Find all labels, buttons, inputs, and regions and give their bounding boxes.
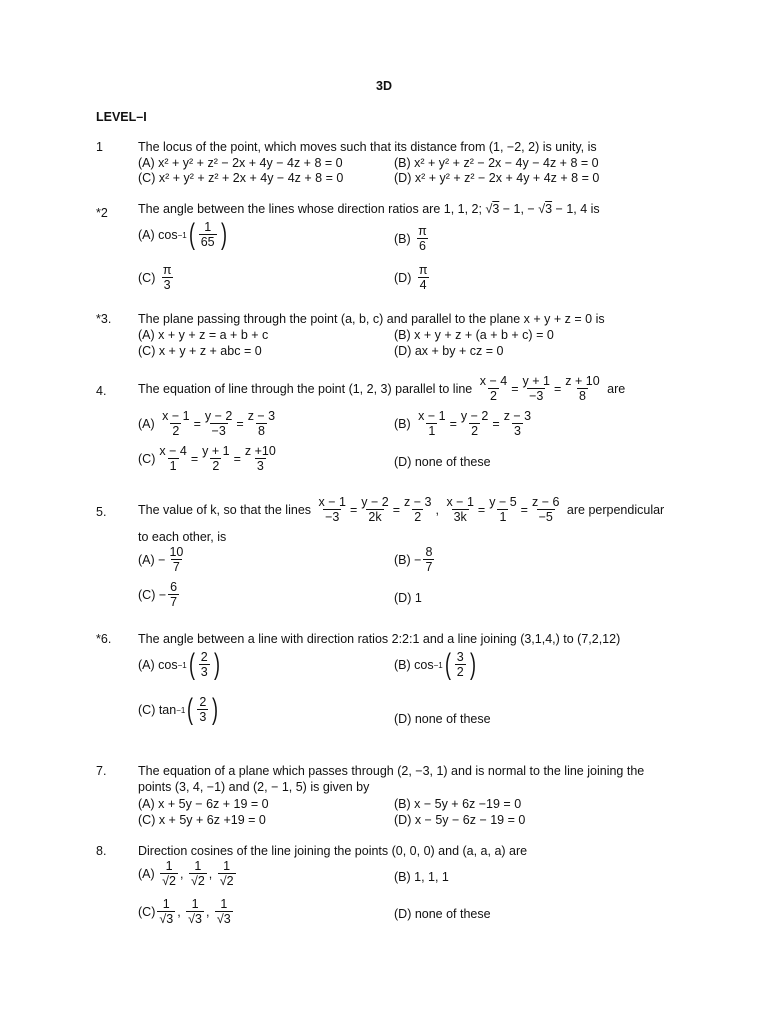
option-a: (A) x + y + z = a + b + c bbox=[138, 328, 269, 342]
question-stem: The angle between a line with direction ratios 2:2:1 and a line joining (3,1,4,) to (7,2,12) bbox=[138, 632, 621, 646]
fraction: $\frac{y - 2}{2}$ bbox=[460, 409, 489, 439]
option-b: (B) 1, 1, 1 bbox=[394, 870, 449, 884]
question-number: 5. bbox=[96, 505, 107, 519]
fraction: $\frac{1}{√2}$ bbox=[162, 859, 176, 889]
fraction: $\frac{\pi}{3}$ bbox=[162, 263, 172, 293]
fraction: $\frac{x - 4}{2}$ bbox=[479, 374, 508, 404]
option-c: (C) x + y + z + abc = 0 bbox=[138, 344, 262, 358]
fraction: $\frac{y + 1}{-3}$ bbox=[522, 374, 550, 404]
fraction: $\frac{1}{√3}$ bbox=[159, 897, 174, 927]
option-a: (A) cos −1 ( $\frac{1}{65}$ ) bbox=[138, 218, 227, 251]
question-stem: Direction cosines of the line joining the points (0, 0, 0) and (a, a, a) are bbox=[138, 844, 528, 858]
option-d: (D) $\frac{\pi}{4}$ bbox=[394, 263, 428, 293]
sqrt-symbol: √ bbox=[485, 202, 493, 216]
fraction: $\frac{x - 1}{3k}$ bbox=[446, 495, 474, 525]
option-d: (D) none of these bbox=[394, 455, 491, 469]
fraction: $\frac{8}{7}$ bbox=[425, 545, 433, 575]
question-stem: The locus of the point, which moves such that its distance from (1, −2, 2) is unity, is bbox=[138, 140, 597, 154]
option-c: (C) x + 5y + 6z +19 = 0 bbox=[138, 813, 266, 827]
option-d: (D) ax + by + cz = 0 bbox=[394, 344, 504, 358]
fraction: $\frac{3}{2}$ bbox=[456, 649, 464, 679]
fraction: $\frac{1}{√2}$ bbox=[190, 859, 205, 889]
option-c: (C) tan −1 ( $\frac{2}{3}$ ) bbox=[138, 693, 219, 726]
option-c: (C) $\frac{1}{√3}$ , $\frac{1}{√3}$ , $\frac{1}{√3}$ bbox=[138, 897, 231, 927]
question-number: 8. bbox=[96, 844, 107, 858]
fraction: $\frac{x - 1}{2}$ bbox=[162, 409, 190, 439]
option-c: (C) − $\frac{6}{7}$ bbox=[138, 580, 178, 610]
option-a: (A) x² + y² + z² − 2x + 4y − 4z + 8 = 0 bbox=[138, 156, 343, 170]
question-stem-continued: points (3, 4, −1) and (2, − 1, 5) is given by bbox=[138, 780, 370, 794]
fraction: $\frac{y - 2}{2k}$ bbox=[361, 495, 389, 525]
fraction: $\frac{10}{7}$ bbox=[169, 545, 184, 575]
fraction: $\frac{x - 4}{1}$ bbox=[159, 444, 187, 474]
question-stem: The angle between the lines whose direction ratios are 1, 1, 2; √ 3 − 1, − √ 3 − 1, 4 is bbox=[138, 202, 600, 216]
option-b: (B) $\frac{x - 1}{1}$ = $\frac{y - 2}{2}$ = $\frac{z - 3}{3}$ bbox=[394, 409, 532, 439]
fraction: $\frac{\pi}{6}$ bbox=[418, 224, 427, 254]
fraction: $\frac{y - 5}{1}$ bbox=[489, 495, 517, 525]
option-b: (B) x + y + z + (a + b + c) = 0 bbox=[394, 328, 554, 342]
question-stem: The value of k, so that the lines $\frac{x - 1}{-3}$ = $\frac{y - 2}{2k}$ = $\frac{z - 3}{2}$ , $\frac{x - 1}{3k}$ = $\frac{y - 5}{1}$ = $\frac{z - 6}{-5}$ are perpendicular bbox=[138, 495, 665, 525]
question-number: 4. bbox=[96, 384, 107, 398]
page-title: 3D bbox=[376, 79, 392, 93]
option-b: (B) − $\frac{8}{7}$ bbox=[394, 545, 433, 575]
level-heading: LEVEL–I bbox=[96, 110, 147, 124]
fraction: $\frac{z +10}{3}$ bbox=[244, 444, 276, 474]
option-d: (D) none of these bbox=[394, 712, 491, 726]
fraction: $\frac{z - 3}{8}$ bbox=[247, 409, 276, 439]
fraction: $\frac{x - 1}{-3}$ bbox=[318, 495, 346, 525]
fraction: $\frac{z + 10}{8}$ bbox=[565, 374, 600, 404]
question-stem: The equation of line through the point (1, 2, 3) parallel to line $\frac{x - 4}{2}$ = $\frac{y + 1}{-3}$ = $\frac{z + 10}{8}$ are bbox=[138, 374, 626, 404]
option-b: (B) $\frac{\pi}{6}$ bbox=[394, 224, 427, 254]
question-number: 1 bbox=[96, 140, 103, 154]
fraction: $\frac{z - 3}{3}$ bbox=[503, 409, 532, 439]
fraction: $\frac{2}{3}$ bbox=[200, 649, 208, 679]
question-stem: The equation of a plane which passes through (2, −3, 1) and is normal to the line joining the bbox=[138, 764, 645, 778]
option-a: (A) cos −1 ( $\frac{2}{3}$ ) bbox=[138, 648, 220, 681]
question-number: *6. bbox=[96, 632, 112, 646]
option-c: (C) $\frac{\pi}{3}$ bbox=[138, 263, 172, 293]
sqrt-symbol: √ bbox=[538, 202, 546, 216]
fraction: $\frac{1}{√2}$ bbox=[219, 859, 234, 889]
option-a: (A) − $\frac{10}{7}$ bbox=[138, 545, 184, 575]
fraction: $\frac{6}{7}$ bbox=[170, 580, 178, 610]
option-b: (B) cos −1 ( $\frac{3}{2}$ ) bbox=[394, 648, 476, 681]
option-a: (A) $\frac{1}{√2}$ , $\frac{1}{√2}$ , $\frac{1}{√2}$ bbox=[138, 859, 234, 889]
question-stem-continued: to each other, is bbox=[138, 530, 227, 544]
option-c: (C) $\frac{x - 4}{1}$ = $\frac{y + 1}{2}$ = $\frac{z +10}{3}$ bbox=[138, 444, 276, 474]
fraction: $\frac{2}{3}$ bbox=[199, 694, 207, 724]
option-d: (D) x − 5y − 6z − 19 = 0 bbox=[394, 813, 526, 827]
fraction: $\frac{z - 3}{2}$ bbox=[404, 495, 432, 525]
option-d: (D) x² + y² + z² − 2x + 4y + 4z + 8 = 0 bbox=[394, 171, 600, 185]
question-number: *2 bbox=[96, 206, 108, 220]
question-number: *3. bbox=[96, 312, 112, 326]
question-number: 7. bbox=[96, 764, 107, 778]
option-b: (B) x² + y² + z² − 2x − 4y − 4z + 8 = 0 bbox=[394, 156, 599, 170]
question-stem: The plane passing through the point (a, b, c) and parallel to the plane x + y + z = 0 is bbox=[138, 312, 605, 326]
fraction: $\frac{1}{65}$ bbox=[200, 219, 215, 249]
fraction: $\frac{1}{√3}$ bbox=[216, 897, 231, 927]
fraction: $\frac{1}{√3}$ bbox=[188, 897, 202, 927]
option-d: (D) 1 bbox=[394, 591, 422, 605]
fraction: $\frac{z - 6}{-5}$ bbox=[531, 495, 560, 525]
option-d: (D) none of these bbox=[394, 907, 491, 921]
option-b: (B) x − 5y + 6z −19 = 0 bbox=[394, 797, 522, 811]
fraction: $\frac{\pi}{4}$ bbox=[418, 263, 428, 293]
fraction: $\frac{y - 2}{-3}$ bbox=[204, 409, 233, 439]
fraction: $\frac{y + 1}{2}$ bbox=[202, 444, 230, 474]
fraction: $\frac{x - 1}{1}$ bbox=[418, 409, 446, 439]
option-a: (A) x + 5y − 6z + 19 = 0 bbox=[138, 797, 269, 811]
option-c: (C) x² + y² + z² + 2x + 4y − 4z + 8 = 0 bbox=[138, 171, 344, 185]
option-a: (A) $\frac{x - 1}{2}$ = $\frac{y - 2}{-3}$ = $\frac{z - 3}{8}$ bbox=[138, 409, 276, 439]
